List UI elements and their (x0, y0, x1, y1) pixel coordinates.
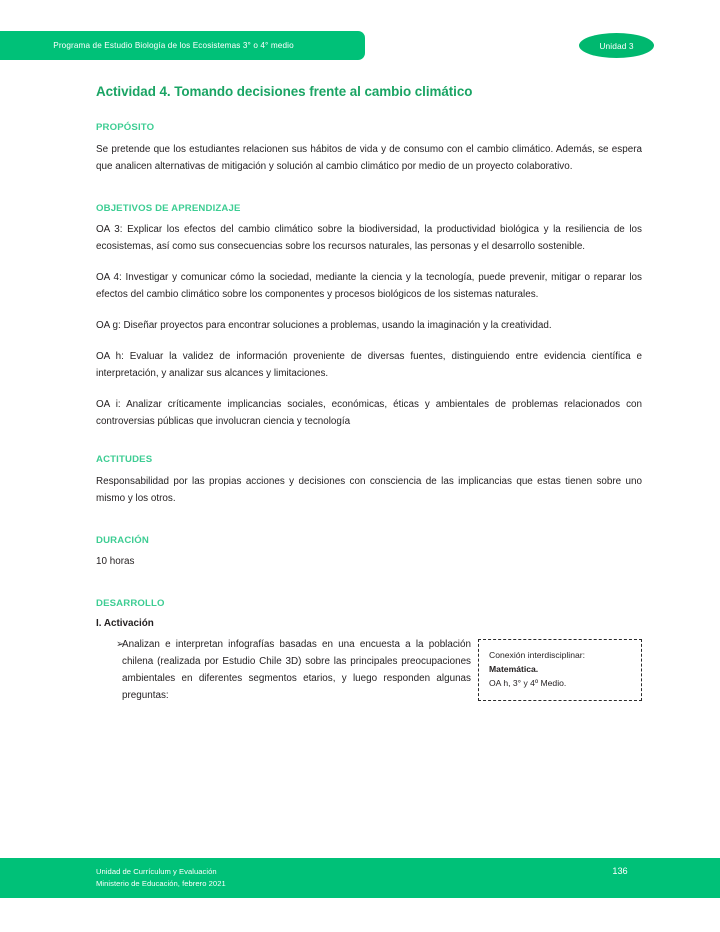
page-number: 136 (612, 866, 628, 876)
objetivo-oa3: OA 3: Explicar los efectos del cambio climático sobre la biodiversidad, la productividad biológica y la resiliencia de los ecosistemas, así como sus consecuencias sobre los recursos naturales, las personas y el desarrollo sostenible. (96, 224, 642, 253)
program-header-band (0, 31, 365, 60)
note-line-subject: Matemática. (489, 663, 539, 674)
footer-line-unit: Unidad de Currículum y Evaluación (96, 867, 217, 876)
program-header-label: Programa de Estudio Biología de los Ecosistemas 3° o 4° medio (53, 41, 294, 50)
page-content (96, 84, 642, 704)
section-heading-proposito: PROPÓSITO (96, 122, 155, 134)
activation-bullet-text: Analizan e interpretan infografías basadas en una encuesta a la población chilena (realizada por Estudio Chile 3D) sobre las principales preocupaciones ambientales en diferentes segmentos etarios, y luego responden algunas preguntas: (122, 638, 471, 701)
note-line-oa: OA h, 3° y 4º Medio. (489, 677, 567, 688)
section-heading-objetivos: OBJETIVOS DE APRENDIZAJE (96, 202, 241, 214)
objetivo-oag: OA g: Diseñar proyectos para encontrar soluciones a problemas, usando la imaginación y la creatividad. (96, 320, 552, 332)
unit-badge (579, 33, 654, 58)
spacer (96, 584, 642, 598)
interdisciplinary-note-box (478, 639, 642, 702)
unit-badge-label: Unidad 3 (599, 40, 634, 51)
objetivo-oah: OA h: Evaluar la validez de información proveniente de diversas fuentes, distinguiendo entre evidencia científica e interpretación, y analizar sus alcances y limitaciones. (96, 351, 642, 380)
note-line-label: Conexión interdisciplinar: (489, 649, 586, 660)
actitudes-paragraph: Responsabilidad por las propias acciones y decisiones con consciencia de las implicancias que estas tienen sobre uno mismo y los otros. (96, 475, 642, 504)
page-title: Actividad 4. Tomando decisiones frente al cambio climático (96, 84, 473, 99)
arrow-bullet-icon: ➢ (116, 638, 125, 650)
footer-line-ministry: Ministerio de Educación, febrero 2021 (96, 878, 226, 888)
activation-bullet (96, 636, 471, 704)
activation-row (96, 636, 642, 704)
section-heading-desarrollo: DESARROLLO (96, 598, 165, 610)
duracion-value: 10 horas (96, 556, 135, 568)
section-heading-duracion: DURACIÓN (96, 534, 149, 546)
spacer (96, 444, 642, 454)
desarrollo-subheading: I. Activación (96, 617, 154, 629)
spacer (96, 189, 642, 203)
footer-credits (96, 866, 226, 889)
proposito-paragraph: Se pretende que los estudiantes relacionen sus hábitos de vida y de consumo con el cambio climático. Además, se espera que analicen alternativas de mitigación y solución al cambio climático por medio de un proyecto colaborativo. (96, 143, 642, 172)
section-heading-actitudes: ACTITUDES (96, 454, 153, 466)
objetivo-oai: OA i: Analizar críticamente implicancias sociales, económicas, éticas y ambientales de problemas relacionados con controversias públicas que involucran ciencia y tecnología (96, 399, 642, 428)
spacer (96, 521, 642, 535)
objetivo-oa4: OA 4: Investigar y comunicar cómo la sociedad, mediante la ciencia y la tecnología, puede prevenir, mitigar o reparar los efectos del cambio climático sobre los componentes y procesos biológicos de los sistemas naturales. (96, 272, 642, 301)
